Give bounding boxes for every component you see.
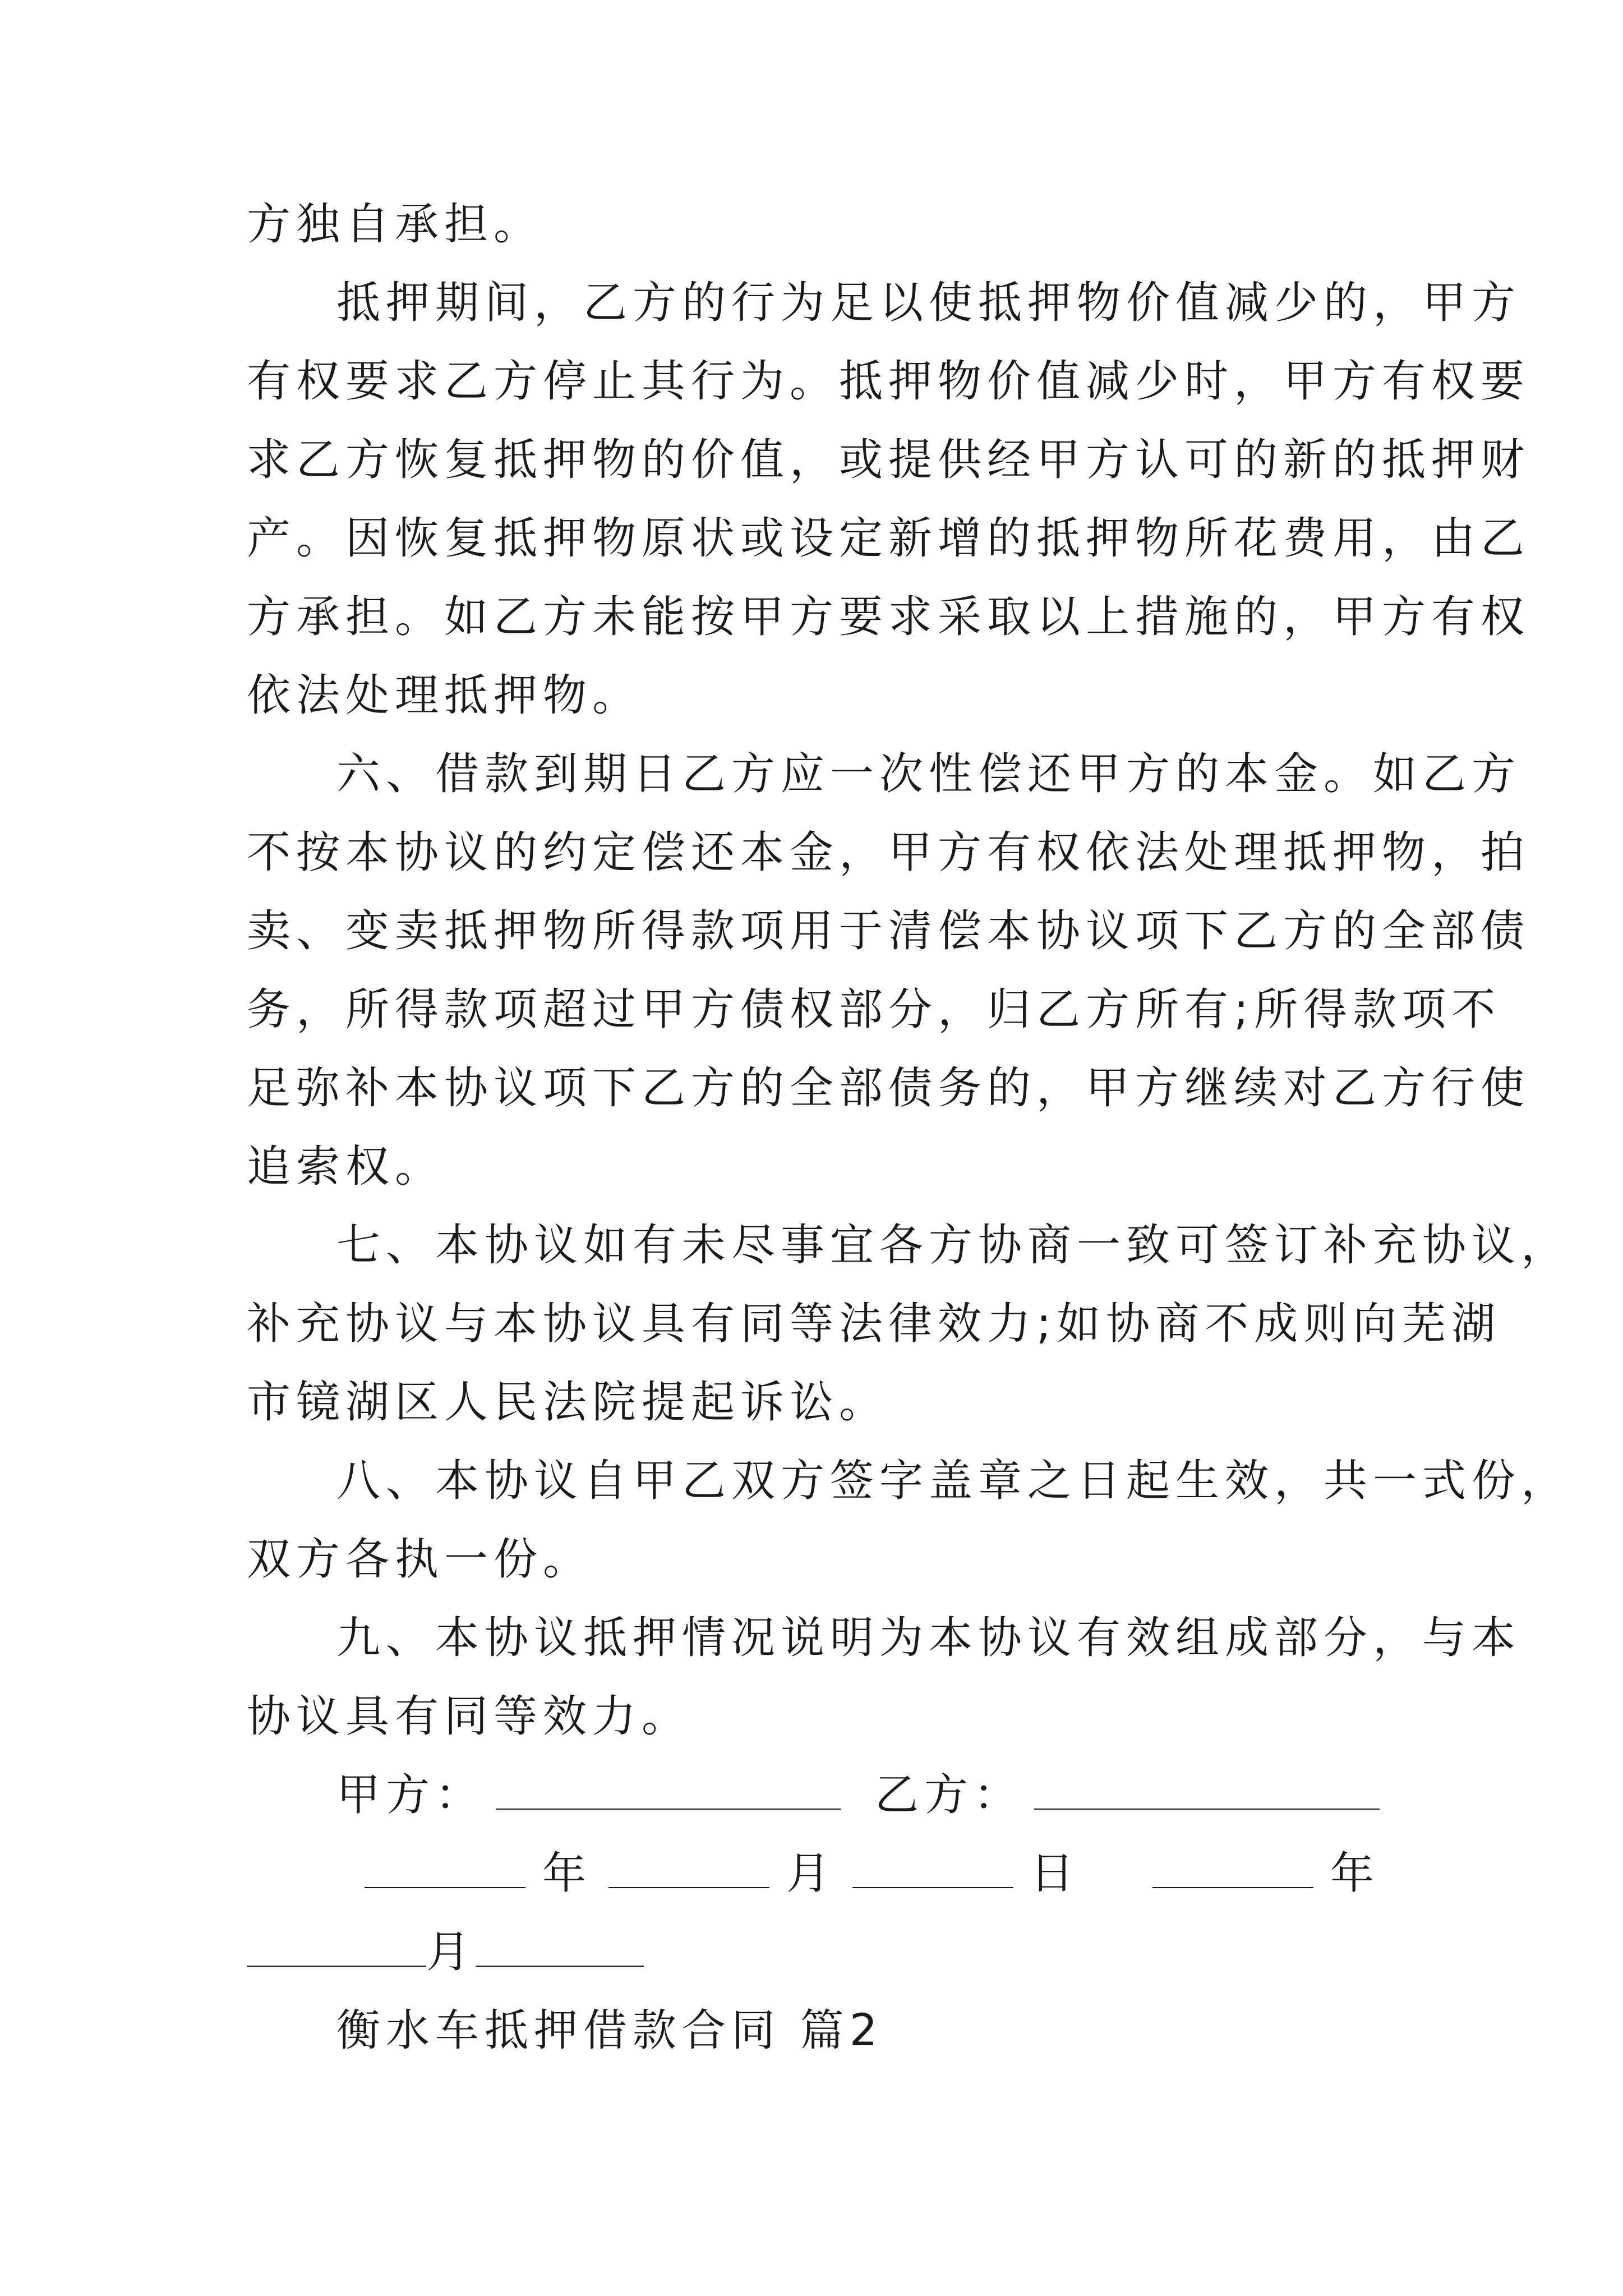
text-line: 市镜湖区人民法院提起诉讼。 (247, 1377, 889, 1428)
day-a-blank[interactable] (852, 1837, 1013, 1888)
party-a-blank[interactable] (496, 1758, 841, 1810)
month-a-blank[interactable] (608, 1837, 769, 1888)
text-line: 六、借款到期日乙方应一次性偿还甲方的本金。如乙方 (336, 749, 1521, 799)
month-b-blank[interactable] (247, 1915, 426, 1967)
text-line: 八、本协议自甲乙双方签字盖章之日起生效，共一式份， (336, 1456, 1571, 1506)
text-line: 务，所得款项超过甲方债权部分，归乙方所有;所得款项不 (247, 984, 1501, 1035)
year-b-blank[interactable] (1152, 1837, 1313, 1888)
year-b-label: 年 (1330, 1848, 1380, 1899)
signature-parties-row (247, 1756, 1380, 1834)
text-line: 九、本协议抵押情况说明为本协议有效组成部分，与本 (336, 1613, 1521, 1663)
text-line: 足弥补本协议项下乙方的全部债务的，甲方继续对乙方行使 (247, 1063, 1530, 1114)
month-a-label: 月 (786, 1848, 836, 1899)
text-line: 协议具有同等效力。 (247, 1691, 691, 1742)
month-b-label: 月 (426, 1927, 476, 1977)
year-a-blank[interactable] (365, 1837, 525, 1888)
year-a-label: 年 (542, 1848, 592, 1899)
text-line: 有权要求乙方停止其行为。抵押物价值减少时，甲方有权要 (247, 356, 1530, 407)
text-line: 双方各执一份。 (247, 1534, 593, 1585)
text-line: 七、本协议如有未尽事宜各方协商一致可签订补充协议， (336, 1220, 1571, 1271)
document-body (247, 185, 1571, 2070)
text-line: 抵押期间，乙方的行为足以使抵押物价值减少的，甲方 (336, 278, 1521, 328)
text-line: 追索权。 (247, 1142, 445, 1192)
text-line: 求乙方恢复抵押物的价值，或提供经甲方认可的新的抵押财 (247, 435, 1530, 485)
section-heading: 衡水车抵押借款合同 篇2 (336, 2005, 883, 2056)
text-line: 不按本协议的约定偿还本金，甲方有权依法处理抵押物，拍 (247, 827, 1530, 878)
text-line: 方独自承担。 (247, 199, 543, 250)
signature-date-row (247, 1834, 1380, 1913)
party-a-label: 甲方： (336, 1770, 485, 1820)
signature-date-row-continued (247, 1913, 1380, 1991)
party-b-label: 乙方： (875, 1770, 1023, 1820)
text-line: 方承担。如乙方未能按甲方要求采取以上措施的，甲方有权 (247, 592, 1530, 642)
text-line: 依法处理抵押物。 (247, 670, 642, 721)
text-line: 产。因恢复抵押物原状或设定新增的抵押物所花费用，由乙 (247, 513, 1530, 564)
day-a-label: 日 (1030, 1848, 1080, 1899)
party-b-blank[interactable] (1034, 1758, 1380, 1810)
text-line: 补充协议与本协议具有同等法律效力;如协商不成则向芜湖 (247, 1299, 1501, 1349)
text-line: 卖、变卖抵押物所得款项用于清偿本协议项下乙方的全部债 (247, 906, 1530, 956)
day-b-blank[interactable] (476, 1915, 644, 1967)
